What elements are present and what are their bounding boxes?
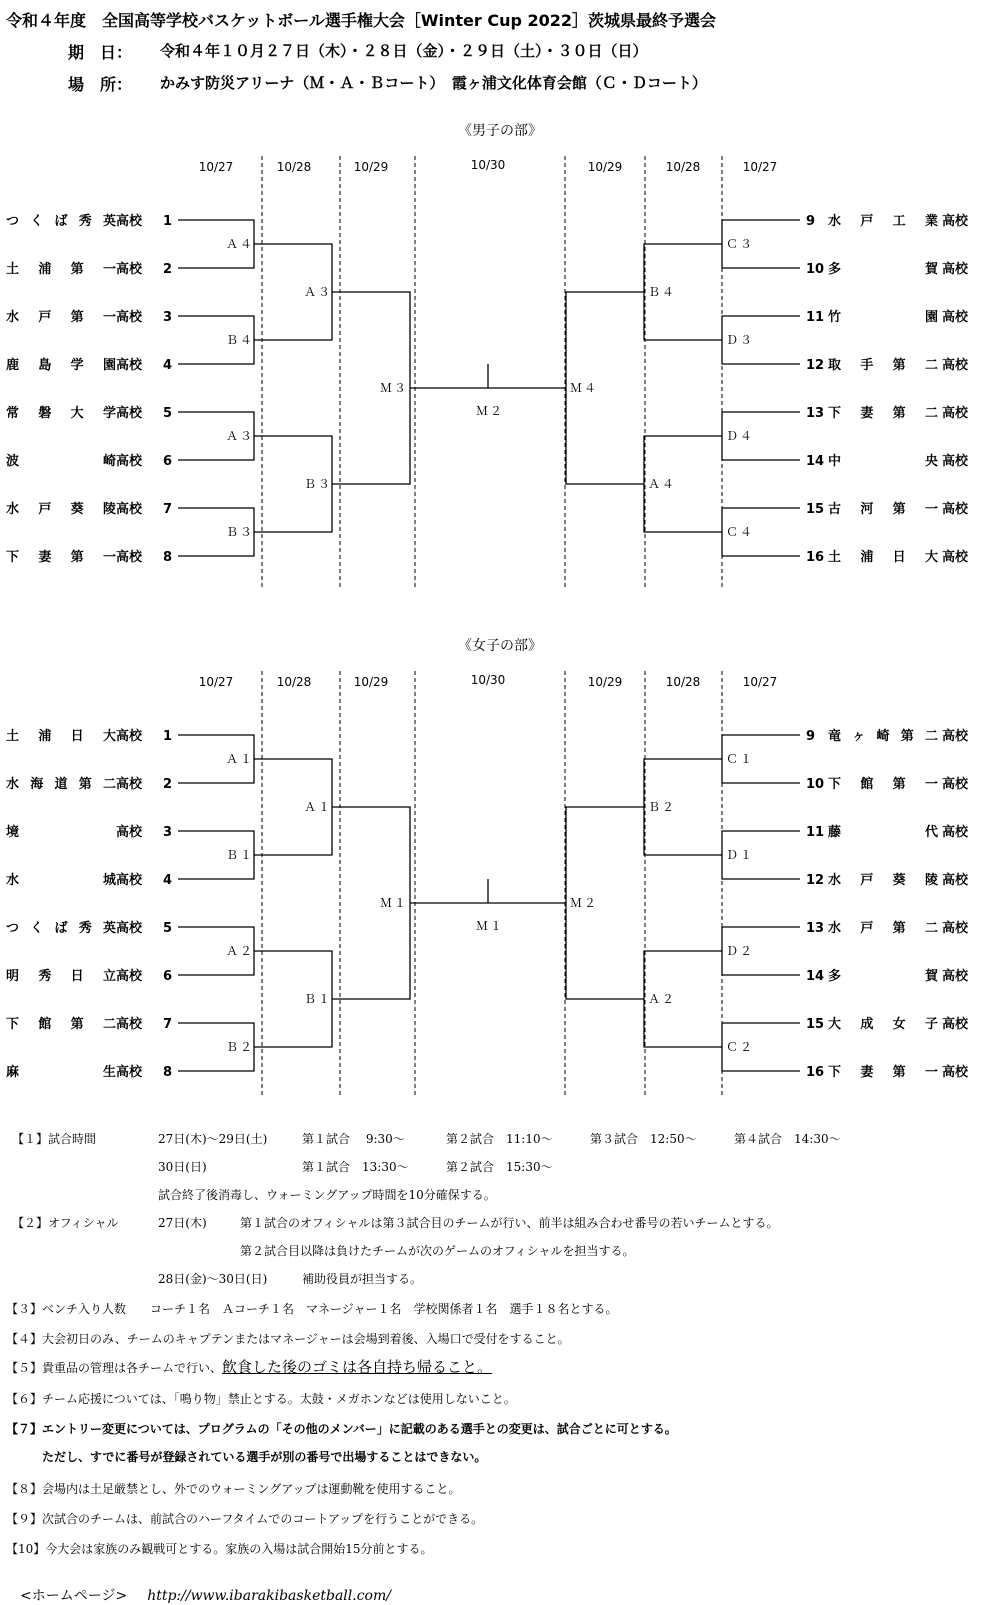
girls-left-team-5: [6, 917, 172, 936]
team-number: 5: [162, 921, 172, 936]
team-number: 16: [806, 1065, 825, 1080]
girls-left-team-2: [6, 773, 172, 792]
team-suffix: 高校: [942, 873, 969, 888]
boys-date-3: 10/29: [353, 160, 389, 174]
team-suffix: 高校: [942, 502, 969, 517]
team-suffix: 高校: [942, 550, 969, 565]
team-suffix: 高校: [116, 262, 143, 277]
team-name: 多 賀: [828, 969, 938, 984]
note-1-game-1b: 第１試合 13:30～: [302, 1160, 409, 1174]
team-name: 常磐大学: [6, 406, 116, 421]
boys-date-6: 10/28: [665, 160, 701, 174]
girls-right-team-11: [806, 821, 976, 840]
note-1-days-a: 27日(木)～29日(土): [158, 1132, 268, 1146]
boys-left-team-3: [6, 306, 172, 325]
note-4: 【４】大会初日のみ、チームのキャプテンまたはマネージャーは会場到着後、入場口で受付をすること。: [6, 1332, 570, 1346]
girls-left-r1-label: Ａ２: [226, 944, 255, 958]
boys-left-team-5: [6, 402, 172, 421]
boys-bracket: [0, 120, 1000, 600]
team-name: 水戸第一: [6, 310, 116, 325]
team-number: 14: [806, 969, 825, 984]
team-suffix: 高校: [116, 214, 143, 229]
note-2-text-a: 第１試合のオフィシャルは第３試合目のチームが行い、前半は組み合わせ番号の若いチームとする。: [240, 1216, 779, 1230]
team-name: 水戸工業: [828, 214, 938, 229]
boys-right-team-9: [806, 210, 976, 229]
girls-date-6: 10/28: [665, 675, 701, 689]
team-suffix: 高校: [942, 358, 969, 373]
team-suffix: 高校: [942, 406, 969, 421]
boys-right-team-16: [806, 546, 976, 565]
girls-right-r2-label: Ａ２: [648, 992, 677, 1006]
team-suffix: 高校: [116, 454, 143, 469]
boys-left-r2-label: Ｂ３: [304, 477, 333, 491]
boys-right-r1-label: Ｄ４: [726, 429, 755, 443]
boys-right-team-12: [806, 354, 976, 373]
team-number: 3: [162, 310, 172, 325]
team-name: 波 崎: [6, 454, 116, 469]
team-name: 麻 生: [6, 1065, 116, 1080]
team-name: 中 央: [828, 454, 938, 469]
team-suffix: 高校: [116, 358, 143, 373]
girls-left-team-7: [6, 1013, 172, 1032]
team-name: 下妻第一: [6, 550, 116, 565]
team-number: 9: [806, 729, 816, 744]
team-number: 4: [162, 873, 172, 888]
team-suffix: 高校: [116, 921, 143, 936]
girls-date-5: 10/29: [587, 675, 623, 689]
boys-right-team-14: [806, 450, 976, 469]
team-number: 15: [806, 502, 825, 517]
girls-left-r2-label: Ｂ１: [304, 992, 333, 1006]
period-label: 期 日：: [68, 43, 133, 62]
team-suffix: 高校: [116, 825, 143, 840]
team-number: 6: [162, 454, 172, 469]
girls-date-3: 10/29: [353, 675, 389, 689]
boys-left-r1-label: Ｂ４: [226, 333, 255, 347]
team-number: 8: [162, 550, 172, 565]
team-suffix: 高校: [116, 777, 143, 792]
girls-right-r1-label: Ｄ２: [726, 944, 755, 958]
team-number: 12: [806, 873, 825, 888]
boys-left-r1-label: Ａ３: [226, 429, 255, 443]
team-name: つくば秀英: [6, 921, 116, 936]
team-number: 3: [162, 825, 172, 840]
girls-right-r1-label: Ｄ１: [726, 848, 755, 862]
girls-right-team-15: [806, 1013, 976, 1032]
team-number: 13: [806, 921, 825, 936]
note-2-text-b: 第２試合目以降は負けたチームが次のゲームのオフィシャルを担当する。: [240, 1244, 635, 1258]
boys-right-team-11: [806, 306, 976, 325]
girls-left-team-6: [6, 965, 172, 984]
girls-bracket: [0, 635, 1000, 1110]
boys-left-team-2: [6, 258, 172, 277]
note-1-game-4: 第４試合 14:30～: [734, 1132, 841, 1146]
note-2-label: 【２】オフィシャル: [12, 1216, 119, 1230]
venue-value: かみす防災アリーナ（Ｍ・Ａ・Ｂコート） 霞ヶ浦文化体育会館（Ｃ・Ｄコート）: [160, 74, 707, 92]
boys-right-r1-label: Ｃ４: [726, 525, 755, 539]
girls-right-team-12: [806, 869, 976, 888]
team-number: 11: [806, 310, 825, 325]
boys-left-team-8: [6, 546, 172, 565]
team-suffix: 高校: [942, 1065, 969, 1080]
girls-section-title: 《女子の部》: [458, 638, 542, 654]
team-name: 水戸葵陵: [828, 873, 938, 888]
note-6: 【６】チーム応援については、「鳴り物」禁止とする。太鼓・メガホンなどは使用しないこと。: [6, 1392, 516, 1406]
girls-left-r1-label: Ｂ１: [226, 848, 255, 862]
team-name: 取手第二: [828, 358, 938, 373]
boys-right-team-15: [806, 498, 976, 517]
team-number: 5: [162, 406, 172, 421]
team-name: 下妻第二: [828, 406, 938, 421]
team-suffix: 高校: [116, 502, 143, 517]
team-suffix: 高校: [116, 1017, 143, 1032]
page-title: 令和４年度 全国高等学校バスケットボール選手権大会［Winter Cup 2022］茨城県最終予選会: [6, 11, 717, 30]
girls-left-team-8: [6, 1061, 172, 1080]
team-suffix: 高校: [116, 969, 143, 984]
girls-left-r3-label: Ｍ１: [380, 896, 409, 910]
girls-right-team-16: [806, 1061, 976, 1080]
boys-date-1: 10/27: [198, 160, 234, 174]
team-name: 古河第一: [828, 502, 938, 517]
team-number: 16: [806, 550, 825, 565]
girls-date-7: 10/27: [742, 675, 778, 689]
note-1-game-2: 第２試合 11:10～: [446, 1132, 553, 1146]
boys-left-r2-label: Ａ３: [304, 285, 333, 299]
note-1-game-2b: 第２試合 15:30～: [446, 1160, 553, 1174]
boys-date-5: 10/29: [587, 160, 623, 174]
team-suffix: 高校: [942, 454, 969, 469]
team-name: 竜ヶ崎第二: [828, 729, 938, 744]
homepage-footer: [20, 1585, 391, 1605]
boys-left-r1-label: Ｂ３: [226, 525, 255, 539]
boys-left-team-1: [6, 210, 172, 229]
boys-final-line: [410, 364, 566, 388]
girls-left-team-4: [6, 869, 172, 888]
team-number: 14: [806, 454, 825, 469]
girls-left-team-1: [6, 725, 172, 744]
note-3: 【３】ベンチ入り人数 コーチ１名 Ａコーチ１名 マネージャー１名 学校関係者１名 選手１８名とする。: [6, 1302, 618, 1316]
homepage-link[interactable]: http://www.ibarakibasketball.com/: [147, 1588, 391, 1604]
girls-left-team-3: [6, 821, 172, 840]
girls-final-label: Ｍ１: [476, 919, 505, 933]
team-number: 4: [162, 358, 172, 373]
team-name: つくば秀英: [6, 214, 116, 229]
boys-right-r2-label: Ａ４: [648, 477, 677, 491]
period-value: 令和４年１０月２７日（木）・２８日（金）・２９日（土）・３０日（日）: [160, 42, 648, 60]
team-name: 大成女子: [828, 1017, 938, 1032]
note-9: 【９】次試合のチームは、前試合のハーフタイムでのコートアップを行うことができる。: [6, 1512, 484, 1526]
girls-right-team-10: [806, 773, 976, 792]
team-name: 土浦第一: [6, 262, 116, 277]
team-suffix: 高校: [116, 550, 143, 565]
boys-section-title: 《男子の部》: [458, 123, 542, 139]
team-suffix: 高校: [942, 921, 969, 936]
team-number: 12: [806, 358, 825, 373]
team-suffix: 高校: [116, 729, 143, 744]
team-name: 境: [6, 825, 20, 840]
team-name: 多 賀: [828, 262, 938, 277]
team-number: 15: [806, 1017, 825, 1032]
note-7-sub: ただし、すでに番号が登録されている選手が別の番号で出場することはできない。: [42, 1450, 487, 1464]
boys-left-team-6: [6, 450, 172, 469]
note-1-label: 【１】試合時間: [12, 1132, 97, 1146]
team-suffix: 高校: [942, 969, 969, 984]
boys-left-r3-label: Ｍ３: [380, 381, 409, 395]
team-name: 下妻第一: [828, 1065, 938, 1080]
girls-right-team-13: [806, 917, 976, 936]
boys-right-r2-label: Ｂ４: [648, 285, 677, 299]
team-number: 1: [162, 214, 172, 229]
note-8: 【８】会場内は土足厳禁とし、外でのウォーミングアップは運動靴を使用すること。: [6, 1482, 461, 1496]
team-suffix: 高校: [942, 310, 969, 325]
boys-right-r1-label: Ｄ３: [726, 333, 755, 347]
girls-final-line: [410, 879, 566, 903]
team-name: 竹 園: [828, 310, 938, 325]
venue-label: 場 所：: [68, 75, 133, 94]
team-name: 明秀日立: [6, 969, 116, 984]
note-2-day-a: 27日(木): [158, 1216, 207, 1230]
team-name: 土浦日大: [6, 729, 116, 744]
team-suffix: 高校: [116, 873, 143, 888]
girls-right-r1-label: Ｃ１: [726, 752, 755, 766]
girls-right-team-9: [806, 725, 976, 744]
boys-final-label: Ｍ２: [476, 404, 505, 418]
note-7: 【７】エントリー変更については、プログラムの「その他のメンバー」に記載のある選手との変更は、試合ごとに可とする。: [6, 1422, 677, 1436]
team-suffix: 高校: [942, 777, 969, 792]
boys-date-7: 10/27: [742, 160, 778, 174]
team-suffix: 高校: [942, 729, 969, 744]
team-name: 土浦日大: [828, 550, 938, 565]
team-name: 下館第二: [6, 1017, 116, 1032]
team-number: 9: [806, 214, 816, 229]
team-suffix: 高校: [942, 1017, 969, 1032]
team-number: 6: [162, 969, 172, 984]
note-1-game-3: 第３試合 12:50～: [590, 1132, 697, 1146]
note-2-days-c: 28日(金)～30日(日): [158, 1272, 268, 1286]
team-name: 鹿島学園: [6, 358, 116, 373]
boys-right-r1-label: Ｃ３: [726, 237, 755, 251]
team-suffix: 高校: [942, 214, 969, 229]
girls-date-1: 10/27: [198, 675, 234, 689]
girls-left-r1-label: Ａ１: [226, 752, 255, 766]
team-name: 下館第一: [828, 777, 938, 792]
note-5: [6, 1356, 492, 1377]
team-name: 水戸葵陵: [6, 502, 116, 517]
girls-left-r1-label: Ｂ２: [226, 1040, 255, 1054]
boys-right-team-10: [806, 258, 976, 277]
girls-right-r2-label: Ｂ２: [648, 800, 677, 814]
team-suffix: 高校: [116, 406, 143, 421]
note-2-text-c: 補助役員が担当する。: [302, 1272, 423, 1286]
homepage-label: <ホームページ>: [20, 1588, 128, 1604]
team-name: 藤 代: [828, 825, 938, 840]
boys-left-r1-label: Ａ４: [226, 237, 255, 251]
boys-date-2: 10/28: [276, 160, 312, 174]
girls-date-2: 10/28: [276, 675, 312, 689]
girls-right-r3-label: Ｍ２: [570, 896, 599, 910]
team-name: 水 城: [6, 873, 116, 888]
team-name: 水海道第二: [6, 777, 116, 792]
team-suffix: 高校: [942, 825, 969, 840]
boys-right-r3-label: Ｍ４: [570, 381, 599, 395]
girls-right-r1-label: Ｃ２: [726, 1040, 755, 1054]
girls-left-r2-label: Ａ１: [304, 800, 333, 814]
team-suffix: 高校: [942, 262, 969, 277]
team-number: 11: [806, 825, 825, 840]
note-1-game-1: 第１試合 9:30～: [302, 1132, 405, 1146]
team-number: 10: [806, 777, 825, 792]
team-number: 10: [806, 262, 825, 277]
team-number: 2: [162, 262, 172, 277]
note-5-text: 【５】貴重品の管理は各チームで行い、: [6, 1361, 223, 1375]
boys-right-team-13: [806, 402, 976, 421]
team-suffix: 高校: [116, 310, 143, 325]
note-1-text: 試合終了後消毒し、ウォーミングアップ時間を10分確保する。: [158, 1188, 496, 1202]
boys-left-team-4: [6, 354, 172, 373]
team-number: 1: [162, 729, 172, 744]
boys-date-4: 10/30: [470, 158, 506, 172]
team-number: 13: [806, 406, 825, 421]
team-name: 水戸第二: [828, 921, 938, 936]
note-10: 【10】今大会は家族のみ観戦可とする。家族の入場は試合開始15分前とする。: [6, 1542, 433, 1556]
girls-date-4: 10/30: [470, 673, 506, 687]
team-suffix: 高校: [116, 1065, 143, 1080]
note-1-days-b: 30日(日): [158, 1160, 207, 1174]
team-number: 8: [162, 1065, 172, 1080]
boys-left-team-7: [6, 498, 172, 517]
team-number: 7: [162, 1017, 172, 1032]
girls-right-team-14: [806, 965, 976, 984]
team-number: 2: [162, 777, 172, 792]
note-5-emphasis: 飲食した後のゴミは各自持ち帰ること。: [222, 1358, 493, 1376]
team-number: 7: [162, 502, 172, 517]
